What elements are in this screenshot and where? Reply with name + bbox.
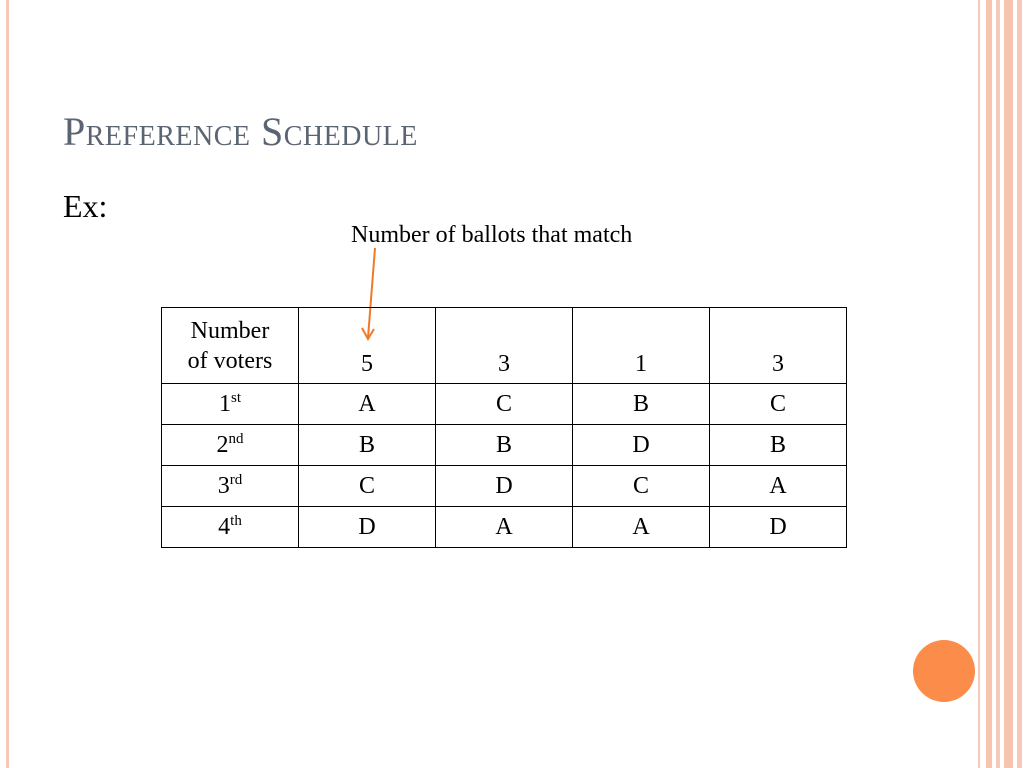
rank-number: 1 <box>218 390 231 417</box>
voters-header-line2: of voters <box>187 347 273 374</box>
table-row <box>162 384 847 425</box>
rank-suffix: th <box>230 512 242 529</box>
voters-header-line1: Number <box>190 317 270 344</box>
left-border-decoration <box>6 0 9 768</box>
table-header-row <box>162 308 847 384</box>
choice-cell: C <box>710 384 847 425</box>
choice-cell: A <box>436 507 573 548</box>
example-label: Ex: <box>63 188 108 224</box>
choice-cell: D <box>299 507 436 548</box>
right-stripe-decoration <box>996 0 1000 768</box>
voters-header-cell <box>162 308 299 384</box>
annotation-text: Number of ballots that match <box>351 222 633 248</box>
rank-number: 4 <box>218 513 231 540</box>
rank-suffix: rd <box>229 471 243 488</box>
right-stripe-decoration <box>978 0 980 768</box>
rank-cell <box>162 384 299 425</box>
voter-count-cell: 5 <box>299 308 436 384</box>
rank-cell <box>162 466 299 507</box>
choice-cell: C <box>573 466 710 507</box>
choice-cell: A <box>299 384 436 425</box>
rank-cell <box>162 507 299 548</box>
slide-title: Preference Schedule <box>63 109 418 154</box>
preference-table <box>161 307 847 548</box>
right-stripe-decoration <box>1017 0 1022 768</box>
choice-cell: B <box>710 425 847 466</box>
rank-suffix: nd <box>228 430 244 447</box>
choice-cell: B <box>299 425 436 466</box>
table-row <box>162 425 847 466</box>
table-row <box>162 507 847 548</box>
choice-cell: A <box>710 466 847 507</box>
choice-cell: D <box>573 425 710 466</box>
voter-count-cell: 3 <box>710 308 847 384</box>
rank-number: 2 <box>216 431 229 458</box>
rank-cell <box>162 425 299 466</box>
choice-cell: C <box>299 466 436 507</box>
choice-cell: D <box>436 466 573 507</box>
table-row <box>162 466 847 507</box>
right-stripe-decoration <box>1004 0 1013 768</box>
choice-cell: C <box>436 384 573 425</box>
orange-circle-decoration <box>913 640 975 702</box>
choice-cell: B <box>436 425 573 466</box>
voter-count-cell: 3 <box>436 308 573 384</box>
rank-number: 3 <box>217 472 230 499</box>
choice-cell: B <box>573 384 710 425</box>
rank-suffix: st <box>230 389 241 406</box>
choice-cell: D <box>710 507 847 548</box>
right-stripe-decoration <box>986 0 992 768</box>
voter-count-cell: 1 <box>573 308 710 384</box>
choice-cell: A <box>573 507 710 548</box>
